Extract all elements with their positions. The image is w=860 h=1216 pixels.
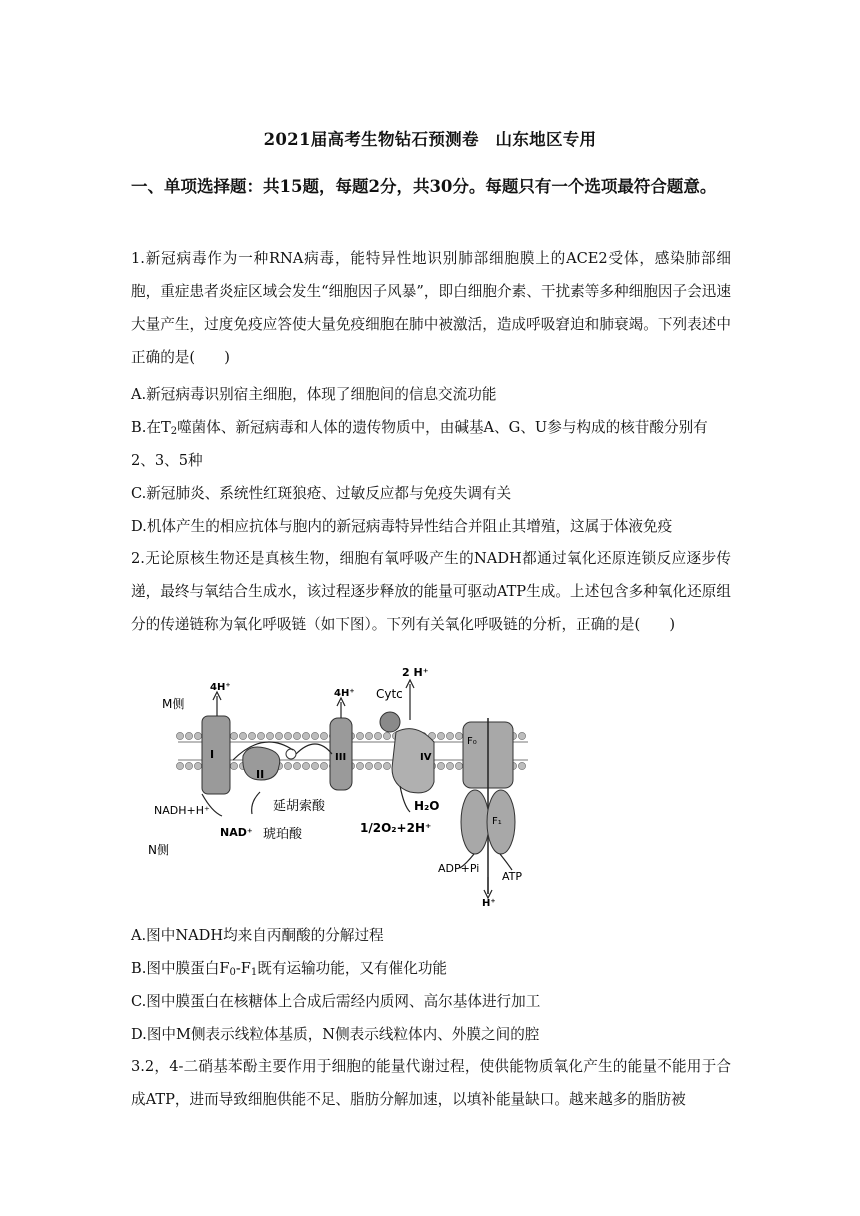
fumarate-label: 延胡索酸: [273, 799, 326, 814]
nadh-label: NADH+H⁺: [154, 804, 210, 817]
question-2-stem: 2.无论原核生物还是真核生物，细胞有氧呼吸产生的NADH都通过氧化还原连锁反应逐步传递，最终与氧结合生成水，该过程逐步释放的能量可驱动ATP生成。上述包含多种氧化还原组分的传递链称为氧化呼吸链（如下图）。下列有关氧化呼吸链的分析，正确的是( ): [131, 550, 731, 633]
h4-mid-label: 4H⁺: [334, 688, 355, 699]
h-bottom-label: H⁺: [482, 898, 496, 909]
complex-ii-label: II: [256, 768, 265, 781]
f0-label: F₀: [467, 736, 477, 747]
question-2-option-a: A.图中NADH均来自丙酮酸的分解过程: [131, 927, 384, 944]
lipid-head: [275, 732, 282, 739]
lipid-head: [239, 732, 246, 739]
succinate-label: 琥珀酸: [263, 827, 303, 842]
lipid-head: [185, 732, 192, 739]
lipid-head: [455, 762, 462, 769]
lipid-head: [518, 732, 525, 739]
lipid-head: [365, 762, 372, 769]
cytc: [380, 712, 400, 732]
lipid-head: [257, 732, 264, 739]
lipid-head: [266, 732, 273, 739]
lipid-head: [356, 732, 363, 739]
f1-label: F₁: [492, 816, 502, 827]
lipid-head: [230, 762, 237, 769]
complex-iv-label: IV: [420, 752, 432, 763]
lipid-head: [194, 732, 201, 739]
n-side-label: N侧: [148, 843, 169, 857]
lipid-head: [284, 762, 291, 769]
lipid-head: [320, 732, 327, 739]
lipid-head: [446, 732, 453, 739]
m-side-label: M侧: [162, 697, 185, 711]
nad-label: NAD⁺: [220, 826, 253, 839]
question-2-option-d: D.图中M侧表示线粒体基质，N侧表示线粒体内、外膜之间的腔: [131, 1026, 540, 1043]
lipid-head: [230, 732, 237, 739]
h2-label: 2 H⁺: [402, 666, 429, 679]
lipid-head: [446, 762, 453, 769]
complex-i-label: I: [210, 748, 215, 761]
lipid-head: [248, 732, 255, 739]
respiratory-chain-figure: [138, 662, 538, 912]
lipid-head: [293, 762, 300, 769]
question-1-option-c: C.新冠肺炎、系统性红斑狼疮、过敏反应都与免疫失调有关: [131, 485, 512, 502]
question-2-option-b: B.图中膜蛋白$F_0-F_1$既有运输功能，又有催化功能: [131, 960, 448, 978]
lipid-head: [185, 762, 192, 769]
water-label: H₂O: [414, 799, 440, 813]
question-1-stem: 1.新冠病毒作为一种RNA病毒，能特异性地识别肺部细胞膜上的ACE2受体，感染肺部细胞，重症患者炎症区域会发生“细胞因子风暴”，即白细胞介素、干扰素等多种细胞因子会迅速大量产生，过度免疫应答使大量免疫细胞在肺中被激活，造成呼吸窘迫和肺衰竭。下列表述中正确的是( ): [131, 250, 731, 366]
adp-label: ADP+Pi: [438, 862, 480, 875]
page-title: 2021届高考生物钻石预测卷 山东地区专用: [263, 130, 597, 149]
oxygen-label: 1/2O₂+2H⁺: [360, 821, 432, 835]
question-3-stem: 3.2，4-二硝基苯酚主要作用于细胞的能量代谢过程，使供能物质氧化产生的能量不能用于合成ATP，进而导致细胞供能不足、脂肪分解加速，以填补能量缺口。越来越多的脂肪被: [131, 1058, 731, 1108]
lipid-head: [293, 732, 300, 739]
lipid-head: [176, 762, 183, 769]
atp-label: ATP: [502, 870, 523, 883]
lipid-head: [374, 762, 381, 769]
lipid-head: [518, 762, 525, 769]
lipid-head: [194, 762, 201, 769]
lipid-head: [383, 762, 390, 769]
question-1-option-b-line1: B.在$T_2$噬菌体、新冠病毒和人体的遗传物质中，由碱基A、G、U参与构成的核苷酸分别有: [131, 419, 708, 437]
lipid-head: [383, 732, 390, 739]
lipid-head: [455, 732, 462, 739]
lipid-head: [302, 732, 309, 739]
lipid-head: [311, 732, 318, 739]
complex-iii-label: III: [335, 752, 347, 763]
ubiquinone: [286, 749, 296, 759]
lipid-head: [356, 762, 363, 769]
lipid-head: [284, 732, 291, 739]
question-1-option-b-line2: 2、3、5种: [131, 452, 203, 469]
atp-synthase-f1-left: [461, 790, 489, 854]
cytc-label: Cytc: [376, 687, 403, 701]
lipid-head: [437, 762, 444, 769]
h4-left-label: 4H⁺: [210, 682, 231, 693]
lipid-head: [320, 762, 327, 769]
lipid-head: [311, 762, 318, 769]
lipid-head: [374, 732, 381, 739]
lipid-head: [176, 732, 183, 739]
lipid-head: [437, 732, 444, 739]
question-1-option-a: A.新冠病毒识别宿主细胞，体现了细胞间的信息交流功能: [131, 386, 497, 403]
complex-i: [202, 716, 230, 794]
lipid-head: [365, 732, 372, 739]
question-2-option-c: C.图中膜蛋白在核糖体上合成后需经内质网、高尔基体进行加工: [131, 993, 541, 1010]
lipid-head: [302, 762, 309, 769]
question-1-option-d: D.机体产生的相应抗体与胞内的新冠病毒特异性结合并阻止其增殖，这属于体液免疫: [131, 518, 673, 535]
section-heading: 一、单项选择题：共15题，每题2分，共30分。每题只有一个选项最符合题意。: [131, 177, 717, 196]
